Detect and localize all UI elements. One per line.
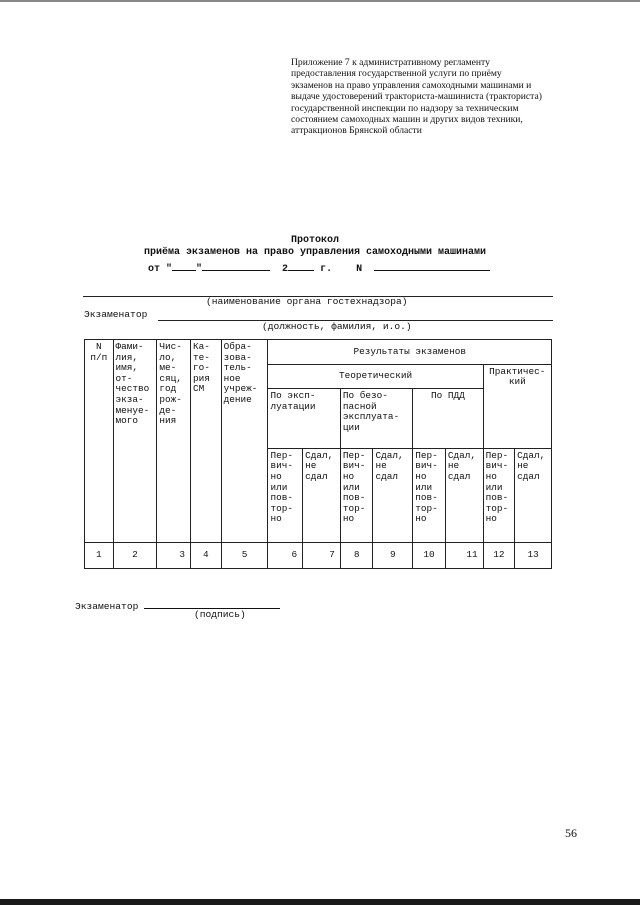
signature-blank	[144, 598, 280, 609]
date-quote: "	[196, 264, 203, 275]
protocol-date-line	[148, 260, 490, 275]
column-number: 8	[340, 543, 373, 569]
header-theory: Теоретический	[268, 364, 483, 389]
appendix-line: аттракционов Брянской области	[291, 125, 422, 137]
header-first-or-repeat: Пер- вич- но или пов- тор- но	[340, 448, 373, 542]
column-number: 7	[303, 543, 341, 569]
protocol-title	[100, 235, 530, 259]
protocol-subheading: приёма экзаменов на право управления самоходными машинами	[143, 247, 487, 258]
column-number: 1	[85, 543, 114, 569]
date-from-label: от "	[148, 264, 173, 275]
header-np: N п/п	[85, 340, 114, 543]
header-education: Обра- зова- тель- ное учреж- дение	[221, 340, 268, 543]
column-number: 4	[191, 543, 222, 569]
header-birth: Чис- ло, ме- сяц, год рож- де- ния	[157, 340, 191, 543]
position-caption: (должность, фамилия, и.о.)	[262, 321, 412, 332]
column-number: 13	[515, 543, 552, 569]
year-prefix: 2	[282, 264, 289, 275]
header-practice: Практичес- кий	[483, 364, 551, 448]
header-first-or-repeat: Пер- вич- но или пов- тор- но	[268, 448, 303, 542]
appendix-line: состоянием самоходных машин и других видов техники,	[291, 114, 523, 126]
signature-label: Экзаменатор	[75, 601, 139, 612]
header-first-or-repeat: Пер- вич- но или пов- тор- но	[483, 448, 515, 542]
header-name: Фами- лия, имя, от- чество экза- менуе- мого	[113, 340, 157, 543]
exam-results-table	[84, 339, 552, 569]
header-passed-failed: Сдал, не сдал	[515, 448, 552, 542]
year-blank	[288, 260, 314, 271]
number-label: N	[356, 264, 363, 275]
page-number: 56	[565, 826, 577, 840]
year-suffix: г.	[320, 264, 333, 275]
header-safe-exploitation: По безо- пасной эксплуата- ции	[340, 389, 412, 449]
number-blank	[374, 260, 490, 271]
header-exploitation: По эксп- луатации	[268, 389, 340, 449]
appendix-line: Приложение 7 к административному регламенту	[291, 57, 490, 68]
org-caption: (наименование органа гостехнадзора)	[206, 296, 408, 307]
column-number: 5	[221, 543, 268, 569]
protocol-heading: Протокол	[290, 235, 339, 246]
month-blank	[202, 260, 270, 271]
appendix-line: экзаменов на право управления самоходными машинами и	[291, 79, 532, 91]
column-number: 2	[113, 543, 157, 569]
appendix-header	[291, 57, 591, 137]
column-number: 3	[157, 543, 191, 569]
header-passed-failed: Сдал, не сдал	[303, 448, 341, 542]
scan-top-edge	[0, 0, 640, 2]
header-results: Результаты экзаменов	[268, 340, 552, 365]
appendix-line: предоставления государственной услуги по приёму	[291, 68, 502, 80]
appendix-line: выдаче удостоверений тракториста-машиниста (тракториста)	[291, 91, 542, 103]
day-blank	[172, 260, 196, 271]
appendix-line: государственной инспекции по надзору за техническим	[291, 102, 519, 114]
signature-caption: (подпись)	[194, 609, 246, 620]
header-passed-failed: Сдал, не сдал	[445, 448, 483, 542]
column-number: 12	[483, 543, 515, 569]
header-traffic-rules: По ПДД	[413, 389, 483, 449]
column-number: 11	[445, 543, 483, 569]
header-category: Ка- те- го- рия СМ	[191, 340, 222, 543]
scan-bottom-edge	[0, 899, 640, 905]
column-number: 10	[413, 543, 446, 569]
examiner-label: Экзаменатор	[84, 309, 148, 320]
signature-block	[75, 598, 280, 612]
column-number: 6	[268, 543, 303, 569]
header-passed-failed: Сдал, не сдал	[373, 448, 413, 542]
column-number: 9	[373, 543, 413, 569]
header-first-or-repeat: Пер- вич- но или пов- тор- но	[413, 448, 446, 542]
